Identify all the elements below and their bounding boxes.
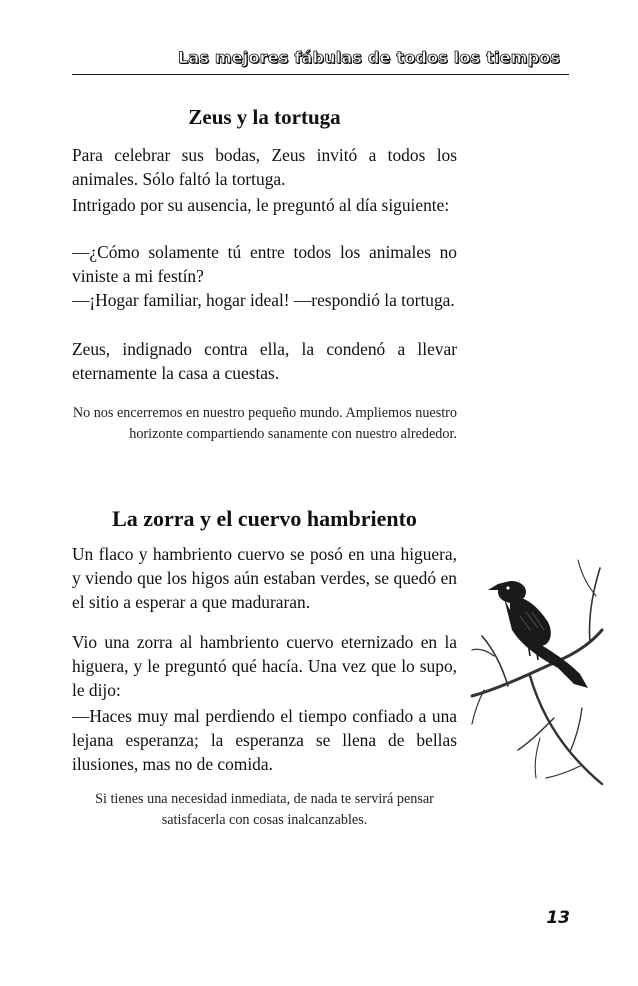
fable1-paragraph-1: Para celebrar sus bodas, Zeus invitó a todos los animales. Sólo faltó la tortuga.	[72, 145, 457, 189]
page-number: 13	[546, 908, 570, 928]
fable-title-zeus: Zeus y la tortuga	[188, 105, 341, 129]
fable2-paragraph-3: —Haces muy mal perdiendo el tiempo confiado a una lejana esperanza; la esperanza se llena de bellas ilusiones, mas no de comida.	[72, 706, 457, 774]
fable1-paragraph-3: —¿Cómo solamente tú entre todos los animales no viniste a mi festín?	[72, 242, 457, 286]
fable2-paragraph-1: Un flaco y hambriento cuervo se posó en una higuera, y viendo que los higos aún estaban verdes, se quedó en el sitio a esperar a que maduraran.	[72, 544, 457, 612]
fable1-paragraph-4: —¡Hogar familiar, hogar ideal! —respondió la tortuga.	[72, 290, 455, 310]
fable-title-zorra: La zorra y el cuervo hambriento	[112, 506, 417, 531]
fable2-moral: Si tienes una necesidad inmediata, de nada te servirá pensar satisfacerla con cosas inalcanzables.	[95, 791, 434, 828]
fable1-paragraph-5: Zeus, indignado contra ella, la condenó a llevar eternamente la casa a cuestas.	[72, 339, 457, 383]
fable2-paragraph-2: Vio una zorra al hambriento cuervo eternizado en la higuera, y le preguntó qué hacía. Una vez que lo supo, le dijo:	[72, 632, 457, 700]
running-header: Las mejores fábulas de todos los tiempos	[178, 48, 561, 67]
header-rule	[72, 74, 569, 75]
fable1-moral: No nos encerremos en nuestro pequeño mundo. Ampliemos nuestro horizonte compartiendo sanamente con nuestro alrededor.	[72, 405, 457, 442]
crow-on-branch-icon	[470, 538, 604, 788]
fable1-paragraph-2: Intrigado por su ausencia, le preguntó al día siguiente:	[72, 195, 450, 215]
